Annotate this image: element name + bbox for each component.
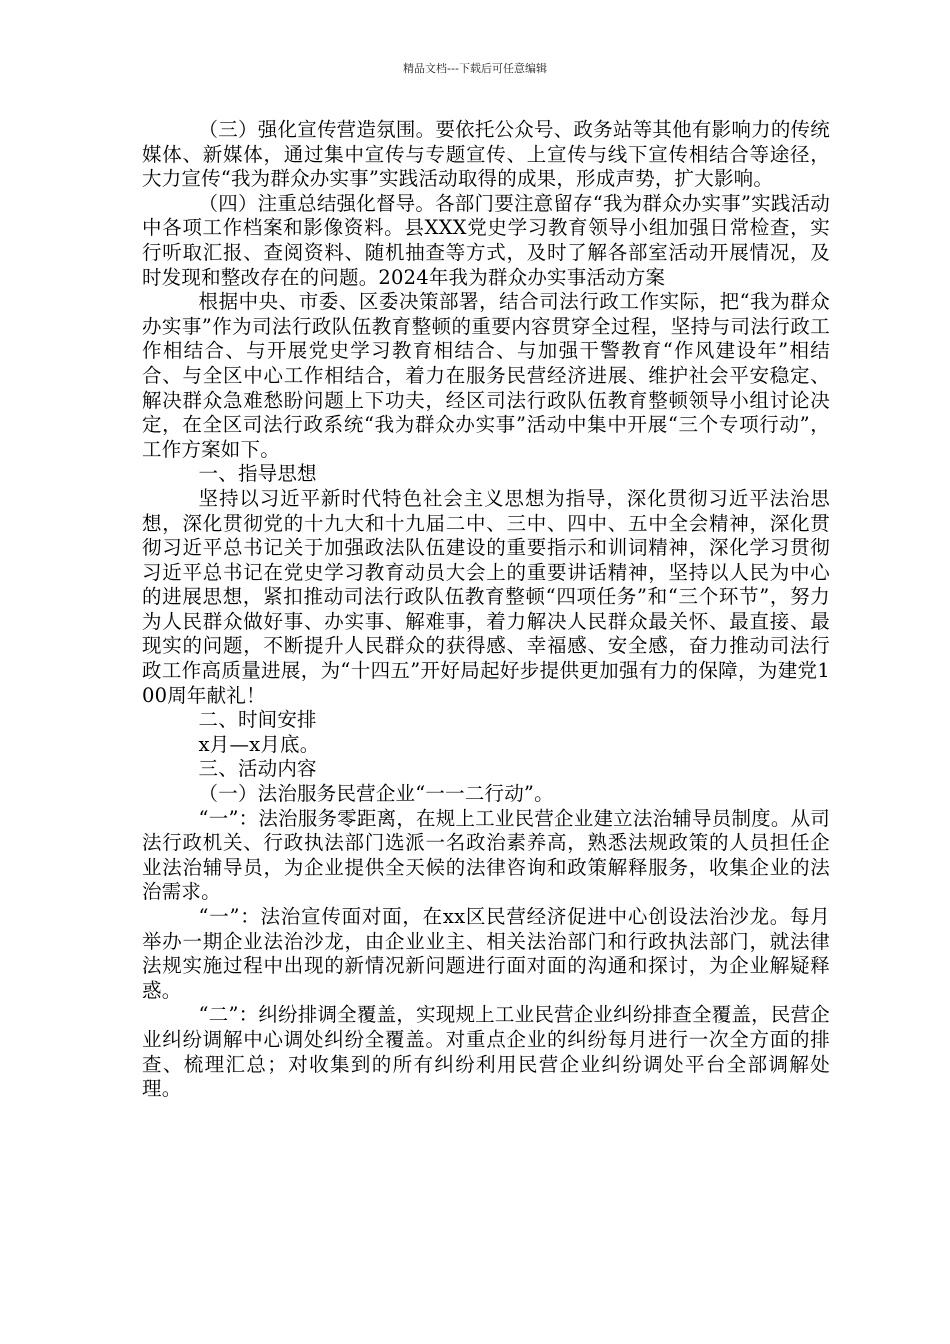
paragraph-legal-service-2: “一”：法治宣传面对面，在xx区民营经济促进中心创设法治沙龙。每月举办一期企业法治沙龙，由企业业主、相关法治部门和行政执法部门，就法律法规实施过程中出现的新情况新问题进行面对面的沟通和探讨，为企业解疑释惑。: [142, 905, 830, 1002]
paragraph-publicity: （三）强化宣传营造氛围。要依托公众号、政务站等其他有影响力的传统媒体、新媒体，通过集中宣传与专题宣传、上宣传与线下宣传相结合等途径，大力宣传“我为群众办实事”实践活动取得的成果，形成声势，扩大影响。: [142, 118, 830, 191]
page-header-watermark: 精品文档---下载后可任意编辑: [403, 62, 547, 75]
paragraph-intro: 根据中央、市委、区委决策部署，结合司法行政工作实际，把“我为群众办实事”作为司法行政队伍教育整顿的重要内容贯穿全过程，坚持与司法行政工作相结合、与开展党史学习教育相结合、与加强干警教育“作风建设年”相结合、与全区中心工作相结合，着力在服务民营经济进展、维护社会平安稳定、解决群众急难愁盼问题上下功夫，经区司法行政队伍教育整顿领导小组讨论决定，在全区司法行政系统“我为群众办实事”活动中集中开展“三个专项行动”，工作方案如下。: [142, 290, 830, 461]
paragraph-supervision: （四）注重总结强化督导。各部门要注意留存“我为群众办实事”实践活动中各项工作档案和影像资料。县XXX党史学习教育领导小组加强日常检查，实行听取汇报、查阅资料、随机抽查等方式，及时了解各部室活动开展情况，及时发现和整改存在的问题。2024年我为群众办实事活动方案: [142, 191, 830, 289]
heading-guiding-ideology: 一、指导思想: [198, 462, 317, 486]
paragraph-legal-service-3: “二”：纠纷排调全覆盖，实现规上工业民营企业纠纷排查全覆盖，民营企业纠纷调解中心调处纠纷全覆盖。对重点企业的纠纷每月进行一次全方面的排查、梳理汇总；对收集到的所有纠纷利用民营企业纠纷调处平台全部调解处理。: [142, 1003, 830, 1101]
heading-activities: 三、活动内容: [198, 757, 317, 781]
heading-schedule: 二、时间安排: [198, 708, 317, 732]
subheading-legal-service: （一）法治服务民营企业“一一二行动”。: [198, 782, 554, 806]
paragraph-schedule: x月—x月底。: [198, 732, 320, 756]
paragraph-legal-service-1: “一”：法治服务零距离，在规上工业民营企业建立法治辅导员制度。从司法行政机关、行政执法部门选派一名政治素养高，熟悉法规政策的人员担任企业法治辅导员，为企业提供全天候的法律咨询和政策解释服务，收集企业的法治需求。: [142, 806, 830, 904]
paragraph-guiding-ideology: 坚持以习近平新时代特色社会主义思想为指导，深化贯彻习近平法治思想，深化贯彻党的十九大和十九届二中、三中、四中、五中全会精神，深化贯彻习近平总书记关于加强政法队伍建设的重要指示和训词精神，深化学习贯彻习近平总书记在党史学习教育动员大会上的重要讲话精神，坚持以人民为中心的进展思想，紧扣推动司法行政队伍教育整顿“四项任务”和“三个环节”，努力为人民群众做好事、办实事、解难事，着力解决人民群众最关怀、最直接、最现实的问题，不断提升人民群众的获得感、幸福感、安全感，奋力推动司法行政工作高质量进展，为“十四五”开好局起好步提供更加强有力的保障，为建党100周年献礼！: [142, 486, 830, 707]
document-body: [142, 118, 830, 1102]
